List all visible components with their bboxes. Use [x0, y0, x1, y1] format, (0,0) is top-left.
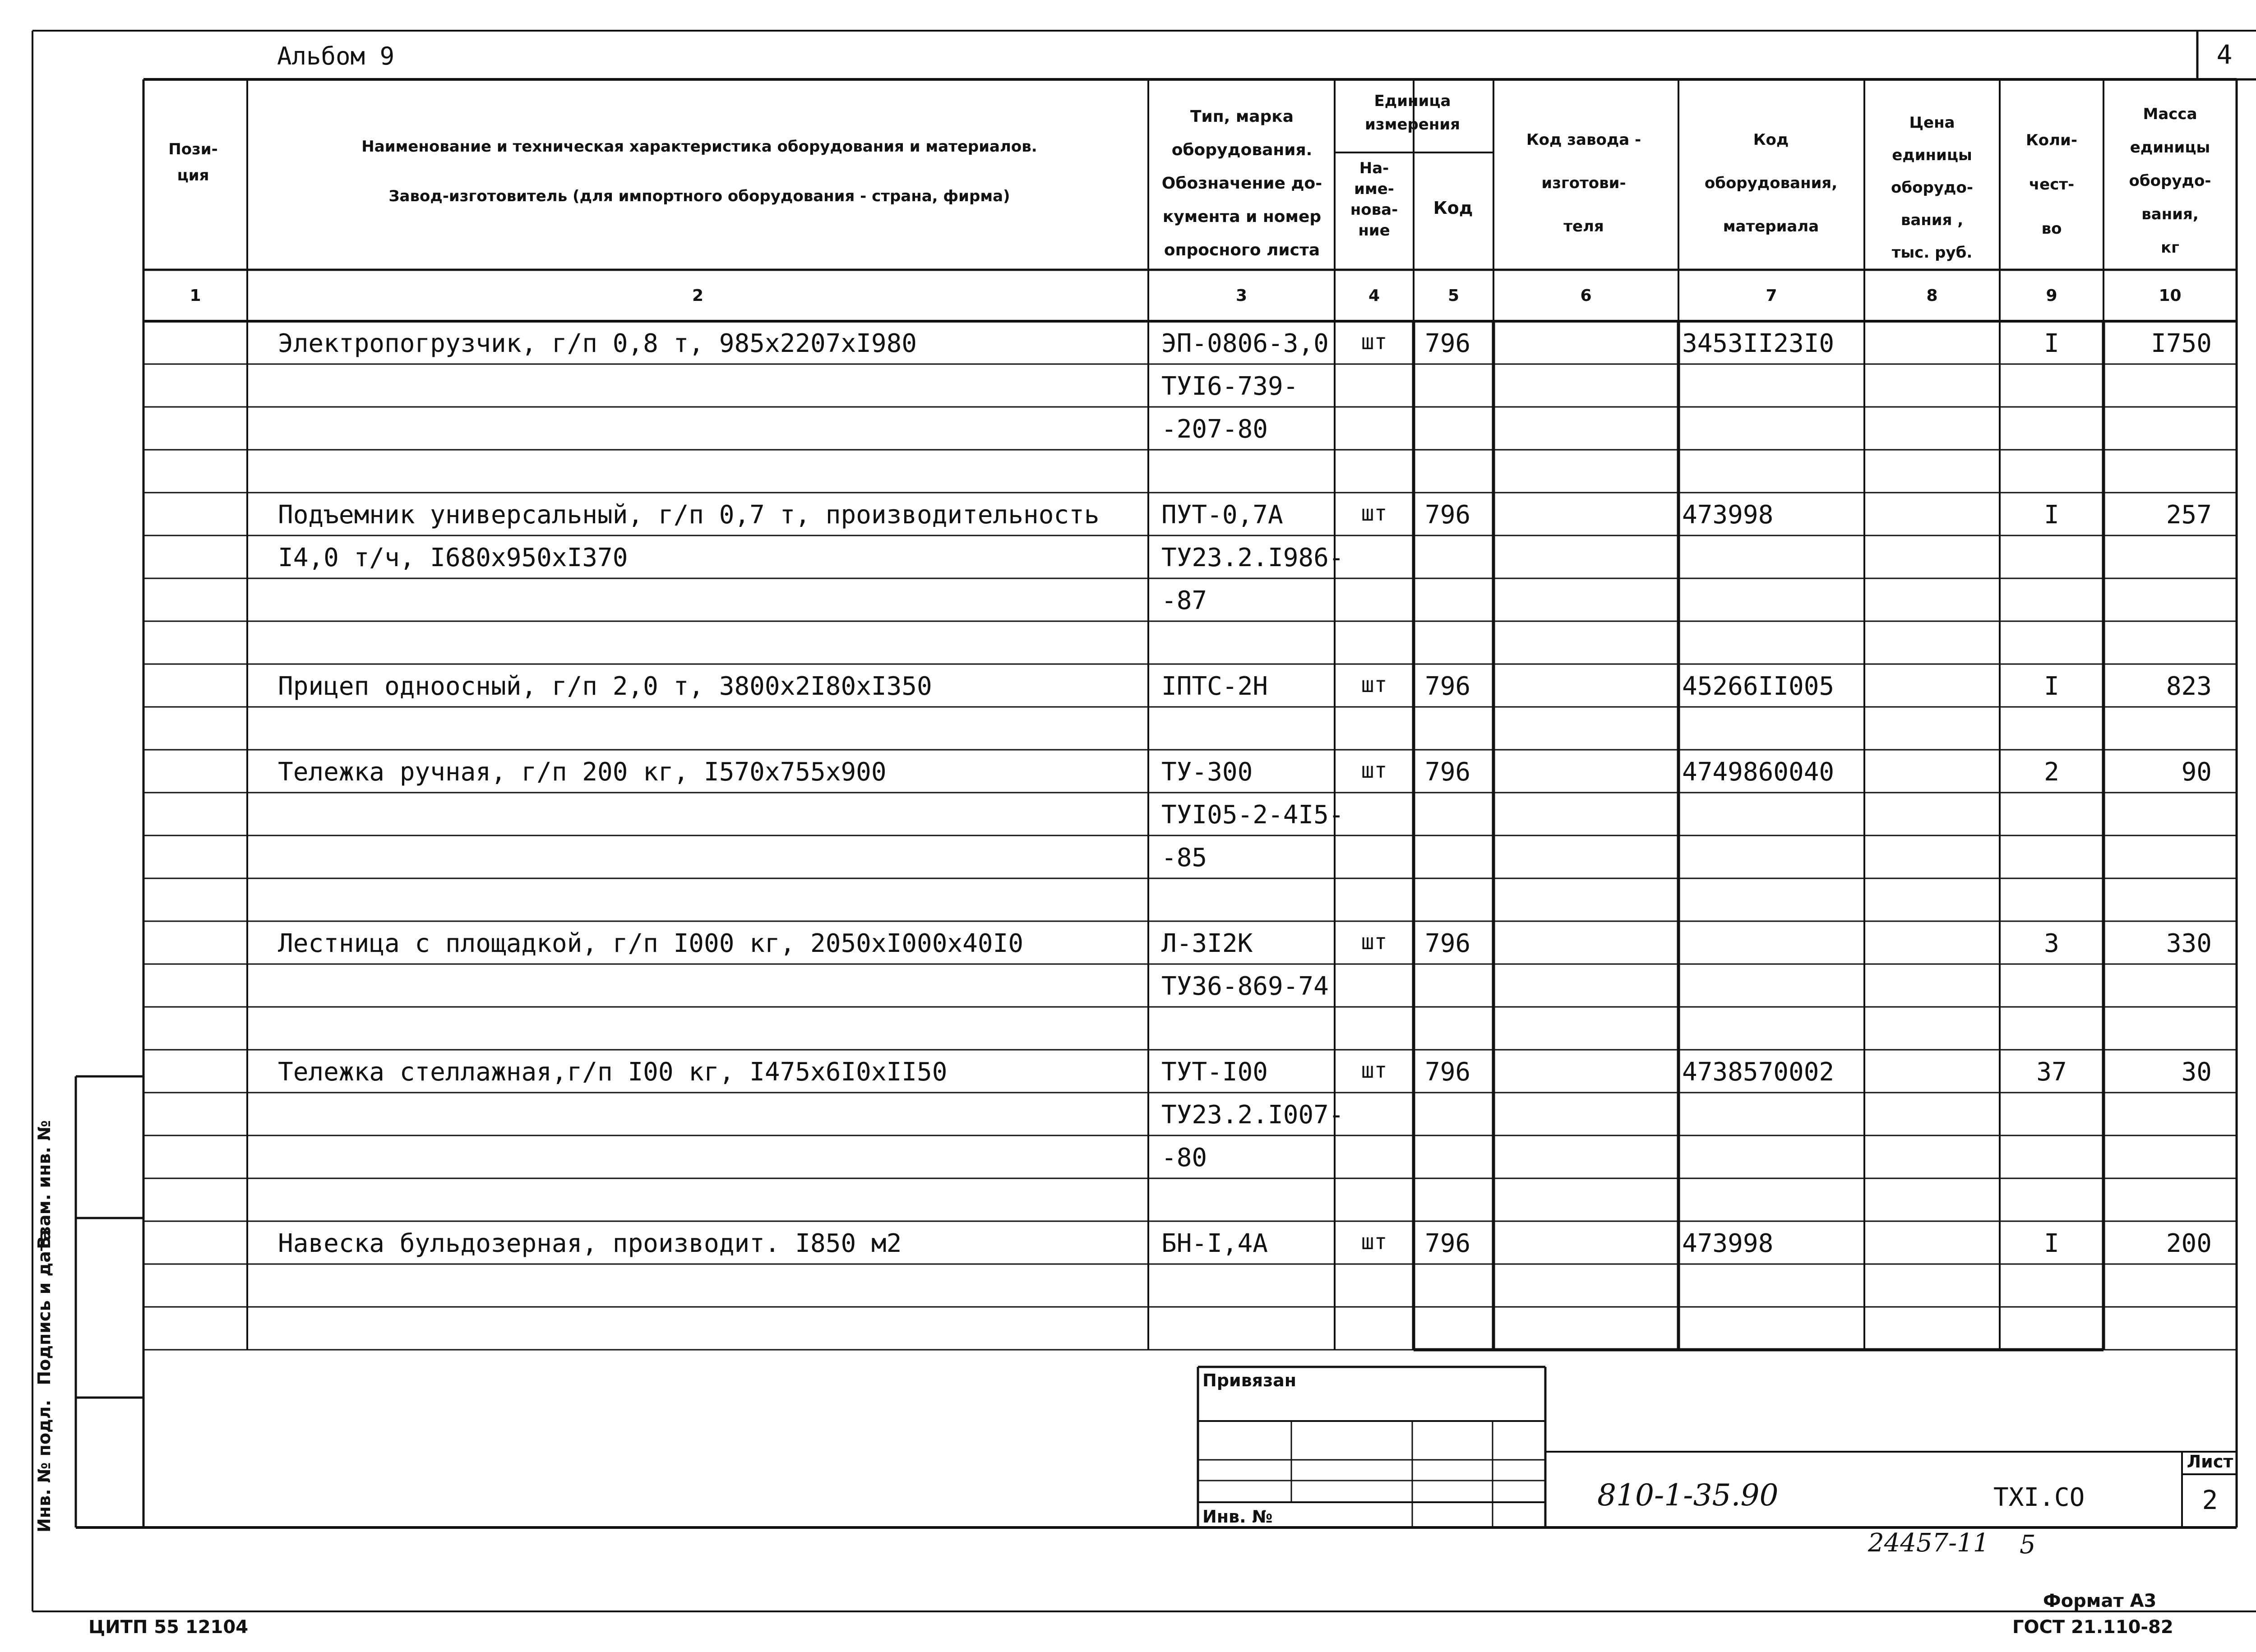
album-label: Альбом 9: [277, 42, 395, 70]
item-mass: 257: [2166, 500, 2212, 530]
item-unit: шт: [1361, 501, 1387, 526]
item-unit-code: 796: [1425, 672, 1471, 701]
item-mass: 200: [2166, 1229, 2212, 1258]
item-quantity: I: [2044, 329, 2059, 358]
item-type: ТУ23.2.I007-: [1161, 1100, 1344, 1130]
item-quantity: 37: [2036, 1057, 2067, 1087]
item-unit-code: 796: [1425, 329, 1471, 358]
item-type: IПТС-2Н: [1161, 672, 1268, 701]
item-name: Электропогрузчик, г/п 0,8 т, 985x2207xI980: [278, 329, 917, 358]
document-number: 810-1-35.90: [1597, 1478, 1779, 1513]
column-number: 1: [190, 286, 201, 305]
org-stamp: ЦИТП 55 12104: [88, 1617, 249, 1638]
item-unit-code: 796: [1425, 500, 1471, 530]
sheet-label: Лист: [2187, 1452, 2233, 1472]
item-unit: шт: [1361, 1229, 1387, 1255]
item-type: ТУ23.2.I986-: [1161, 543, 1344, 572]
column-number: 5: [1447, 286, 1460, 305]
handwritten-mark: 24457-11: [1868, 1528, 1989, 1558]
item-mass: 330: [2166, 929, 2212, 958]
header-mass: Масса единицы оборудо- вания, кг: [2129, 105, 2211, 257]
column-number: 3: [1235, 286, 1248, 305]
item-name: Прицеп одноосный, г/п 2,0 т, 3800x2I80xI350: [278, 672, 932, 701]
item-mass: 30: [2181, 1057, 2212, 1087]
stamp-signature-label: Подпись и дата: [34, 1229, 54, 1385]
header-qty: Коли- чест- во: [2026, 131, 2077, 238]
header-unit-group: Единица измерения: [1365, 92, 1460, 134]
item-type: ТУI05-2-4I5-: [1161, 800, 1344, 830]
page-number: 4: [2216, 39, 2233, 70]
header-name: Наименование и техническая характеристика оборудования и материалов. Завод-изготовитель (для импортного оборудования - страна, фирма): [361, 138, 1037, 205]
item-quantity: I: [2044, 672, 2059, 701]
item-name: Подъемник универсальный, г/п 0,7 т, производительность: [278, 500, 1100, 530]
item-unit-code: 796: [1425, 757, 1471, 787]
handwritten-sub: 5: [2020, 1530, 2036, 1560]
column-number: 8: [1926, 286, 1938, 305]
item-name: I4,0 т/ч, I680x950xI370: [278, 543, 628, 572]
stamp-inventory-label: Инв. № подл.: [34, 1399, 54, 1533]
item-type: ТУ-300: [1161, 757, 1253, 787]
header-unit-name: На- име- нова- ние: [1350, 159, 1398, 240]
item-name: Навеска бульдозерная, производит. I850 м2: [278, 1229, 902, 1258]
item-type: ПУТ-0,7А: [1161, 500, 1283, 530]
item-type: -80: [1161, 1143, 1207, 1172]
item-type: ТУТ-I00: [1161, 1057, 1268, 1087]
item-unit-code: 796: [1425, 929, 1471, 958]
column-number: 9: [2046, 286, 2057, 305]
item-type: -85: [1161, 843, 1207, 872]
header-price: Цена единицы оборудо- вания , тыс. руб.: [1891, 114, 1973, 262]
item-type: -87: [1161, 586, 1207, 615]
column-number: 10: [2159, 286, 2182, 305]
item-quantity: 3: [2044, 929, 2059, 958]
item-type: ТУ36-869-74: [1161, 972, 1329, 1001]
column-number: 2: [692, 286, 704, 305]
bound-label: Привязан: [1202, 1371, 1297, 1390]
item-type: БН-I,4А: [1161, 1229, 1268, 1258]
column-number: 6: [1580, 286, 1592, 305]
header-factory-code: Код завода - изготови- теля: [1526, 131, 1641, 235]
item-equipment-code: 4738570002: [1682, 1057, 1835, 1087]
item-unit: шт: [1361, 929, 1387, 955]
item-quantity: 2: [2044, 757, 2059, 787]
item-type: ТУI6-739-: [1161, 372, 1299, 401]
item-equipment-code: 3453II23I0: [1682, 329, 1835, 358]
item-unit: шт: [1361, 758, 1387, 783]
item-quantity: I: [2044, 500, 2059, 530]
item-equipment-code: 473998: [1682, 500, 1774, 530]
item-name: Тележка ручная, г/п 200 кг, I570x755x900: [278, 757, 887, 787]
header-pos: Пози- ция: [168, 140, 218, 185]
header-type: Тип, марка оборудования. Обозначение до- кумента и номер опросного листа: [1161, 107, 1322, 259]
item-name: Лестница с площадкой, г/п I000 кг, 2050xI000x40I0: [278, 929, 1024, 958]
item-unit-code: 796: [1425, 1057, 1471, 1087]
sheet-number: 2: [2202, 1485, 2218, 1515]
item-mass: I750: [2151, 329, 2212, 358]
item-mass: 823: [2166, 672, 2212, 701]
item-quantity: I: [2044, 1229, 2059, 1258]
item-unit: шт: [1361, 672, 1387, 697]
column-number: 4: [1368, 286, 1380, 305]
item-unit: шт: [1361, 1058, 1387, 1083]
document-code: ТХI.СО: [1993, 1483, 2085, 1512]
inv-number-label: Инв. №: [1202, 1507, 1273, 1527]
item-equipment-code: 45266II005: [1682, 672, 1835, 701]
format-label: Формат А3: [2043, 1591, 2157, 1611]
item-equipment-code: 473998: [1682, 1229, 1774, 1258]
stamp-interchange-label: Взам. инв. №: [34, 1120, 54, 1249]
item-unit: шт: [1361, 329, 1387, 355]
header-unit-code: Код: [1433, 198, 1473, 218]
item-equipment-code: 4749860040: [1682, 757, 1835, 787]
item-mass: 90: [2181, 757, 2212, 787]
item-unit-code: 796: [1425, 1229, 1471, 1258]
column-number: 7: [1766, 286, 1777, 305]
item-type: -207-80: [1161, 415, 1268, 444]
item-type: ЭП-0806-3,0: [1161, 329, 1329, 358]
item-type: Л-3I2К: [1161, 929, 1253, 958]
header-equip-code: Код оборудования, материала: [1704, 131, 1838, 235]
gost-label: ГОСТ 21.110-82: [2012, 1617, 2173, 1638]
item-name: Тележка стеллажная,г/п I00 кг, I475x6I0xII50: [278, 1057, 948, 1087]
